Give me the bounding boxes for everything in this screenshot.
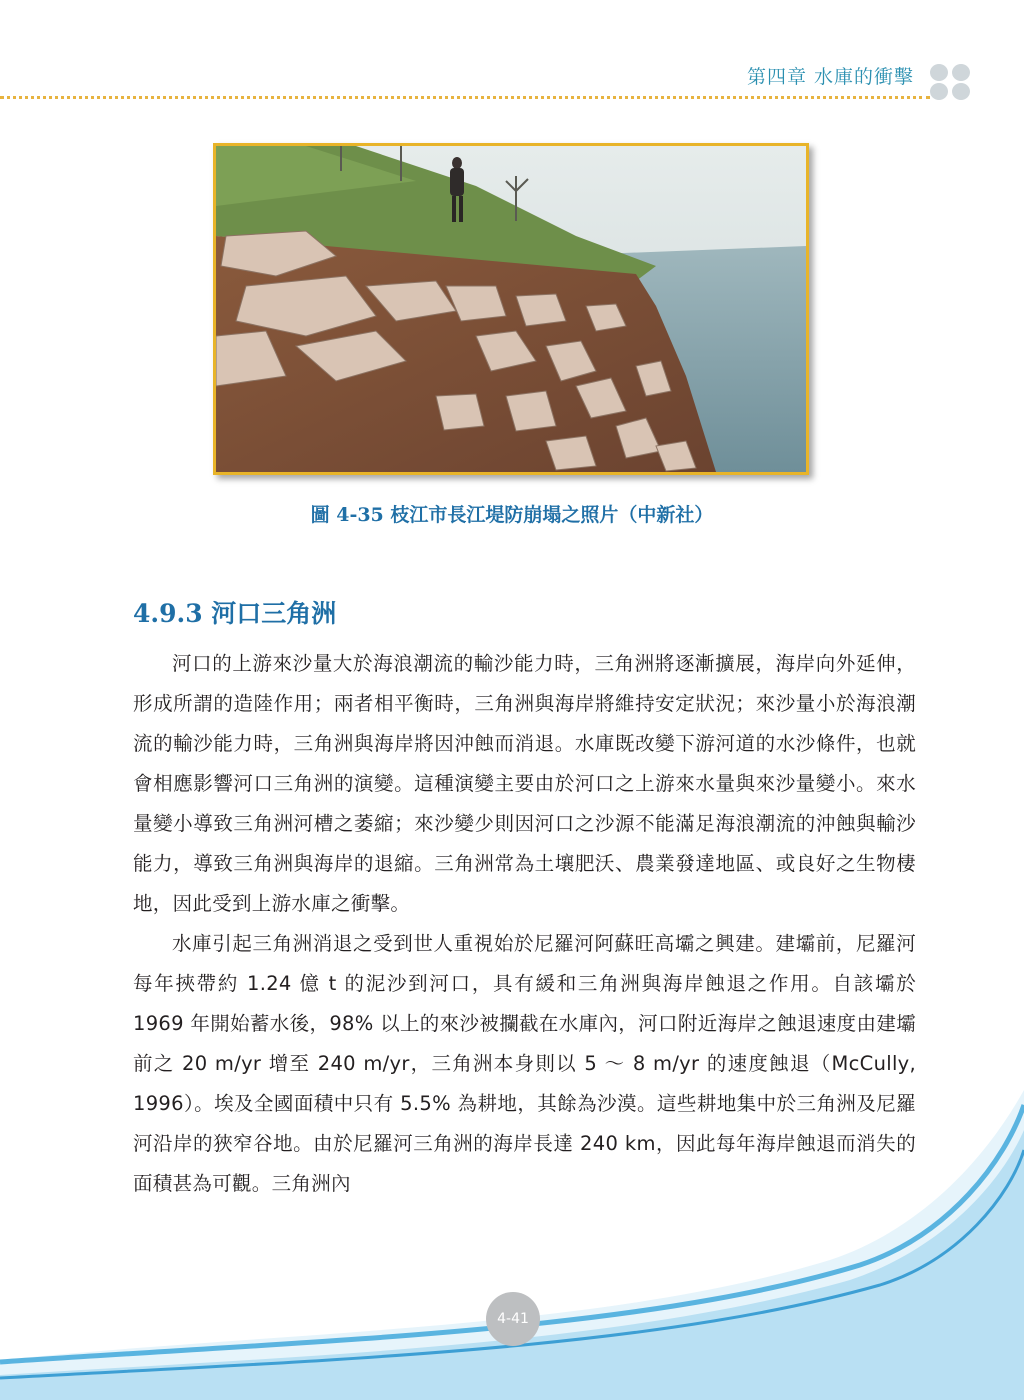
chapter-title: 第四章 水庫的衝擊 [746,66,914,88]
riverbank-collapse-photo [216,146,806,472]
paragraph-2: 水庫引起三角洲消退之受到世人重視始於尼羅河阿蘇旺高壩之興建。建壩前，尼羅河每年挾帶約 1.24 億 t 的泥沙到河口，具有緩和三角洲與海岸蝕退之作用。自該壩於 1969 年開始蓄水後，98% 以上的來沙被攔截在水庫內，河口附近海岸之蝕退速度由建壩前之 20 m/yr 增至 240 m/yr，三角洲本身則以 5 ～ 8 m/yr 的速度蝕退（McCully, 1996）。埃及全國面積中只有 5.5% 為耕地，其餘為沙漠。這些耕地集中於三角洲及尼羅河沿岸的狹窄谷地。由於尼羅河三角洲的海岸長達 240 km，因此每年海岸蝕退而消失的面積甚為可觀。三角洲內 [133,932,916,1195]
paragraph-1: 河口的上游來沙量大於海浪潮流的輸沙能力時，三角洲將逐漸擴展，海岸向外延伸，形成所謂的造陸作用；兩者相平衡時，三角洲與海岸將維持安定狀況；來沙量小於海浪潮流的輸沙能力時，三角洲與海岸將因沖蝕而消退。水庫既改變下游河道的水沙條件，也就會相應影響河口三角洲的演變。這種演變主要由於河口之上游來水量與來沙量變小。來水量變小導致三角洲河槽之萎縮；來沙變少則因河口之沙源不能滿足海浪潮流的沖蝕與輸沙能力，導致三角洲與海岸的退縮。三角洲常為土壤肥沃、農業發達地區、或良好之生物棲地，因此受到上游水庫之衝擊。 [133,652,916,915]
section-heading: 4.9.3 河口三角洲 [133,599,337,628]
header-divider [0,96,930,99]
page-number: 4-41 [486,1292,540,1346]
figure-caption: 圖 4-35 枝江市長江堤防崩塌之照片（中新社） [310,504,714,526]
figure-photo [213,143,809,475]
header-dots-ornament [930,64,972,102]
